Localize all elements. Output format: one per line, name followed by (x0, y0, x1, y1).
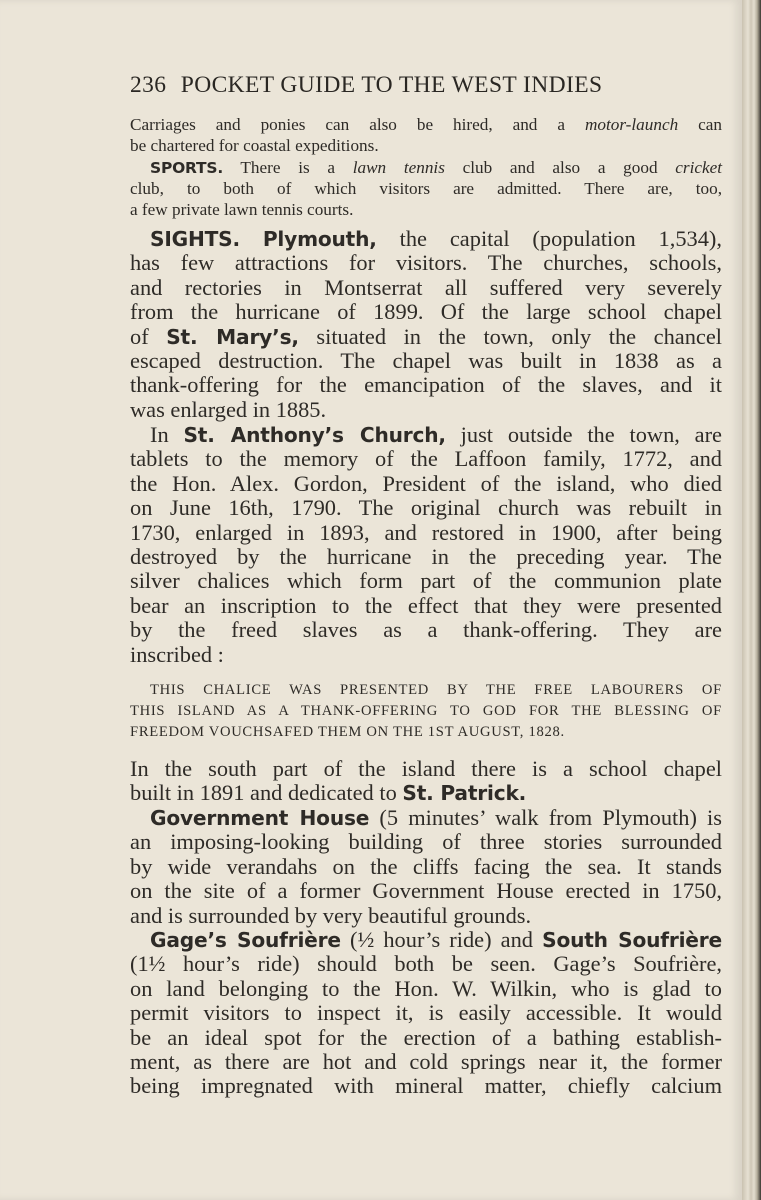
text-line: THIS CHALICE WAS PRESENTED BY THE FREE LABOURERS OF (150, 682, 722, 698)
south-paragraph (130, 757, 722, 806)
section-heading-sights: SIGHTS. (150, 227, 240, 251)
text-line: silver chalices which form part of the communion plate (130, 568, 722, 594)
text-line: escaped destruction. The chapel was built in 1838 as a (130, 347, 722, 373)
text-line: thank-offering for the emancipation of the slaves, and it (130, 372, 722, 398)
chalice-inscription (130, 680, 722, 743)
text-line: from the hurricane of 1899. Of the large school chapel (130, 299, 722, 325)
text-line: by the freed slaves as a thank-offering. They are (130, 617, 722, 643)
text-line: was enlarged in 1885. (130, 396, 327, 422)
text-line: on June 16th, 1790. The original church was rebuilt in (130, 495, 722, 521)
text-line: SPORTS. There is a lawn tennis club and also a good cricket (150, 157, 723, 177)
text-line: bear an inscription to the effect that they were presented (130, 592, 722, 618)
text-line: In the south part of the island there is a school chapel (130, 756, 722, 781)
text-line: a few private lawn tennis courts. (130, 200, 354, 220)
text-line: Government House (5 minutes’ walk from Plymouth) is (150, 805, 722, 830)
text-line: destroyed by the hurricane in the preceding year. The (130, 543, 722, 569)
text-line: by wide verandahs on the cliffs facing the sea. It stands (130, 853, 722, 879)
text-line: built in 1891 and dedicated to St. Patrick. (130, 780, 527, 806)
text-line: ment, as there are hot and cold springs near it, the former (130, 1048, 722, 1074)
text-line: club, to both of which visitors are admitted. There are, too, (130, 178, 722, 198)
text-line: be an ideal spot for the erection of a bathing establish- (130, 1024, 722, 1050)
section-heading-sports: SPORTS. (150, 158, 224, 177)
government-house-paragraph (130, 806, 722, 928)
anthony-paragraph (130, 423, 722, 667)
text-line: of St. Mary’s, situated in the town, only the chancel (130, 323, 722, 349)
text-line: an imposing-looking building of three stories surrounded (130, 829, 722, 855)
text-line: In St. Anthony’s Church, just outside the town, are (150, 422, 722, 447)
text-line: on land belonging to the Hon. W. Wilkin, who is glad to (130, 975, 722, 1001)
text-line: and is surrounded by very beautiful grounds. (130, 902, 532, 928)
text-line: be chartered for coastal expeditions. (130, 136, 379, 156)
text-line: THIS ISLAND AS A THANK-OFFERING TO GOD FOR THE BLESSING OF (130, 703, 722, 719)
page-edge (742, 0, 761, 1200)
text-line: and rectories in Montserrat all suffered very severely (130, 274, 722, 300)
text-line: FREEDOM VOUCHSAFED THEM ON THE 1ST AUGUST, 1828. (130, 724, 565, 740)
text-line: (1½ hour’s ride) should both be seen. Gage’s Soufrière, (130, 951, 722, 977)
soufriere-paragraph (130, 928, 722, 1099)
text-line: being impregnated with mineral matter, chiefly calcium (130, 1073, 722, 1099)
text-line: SIGHTS. Plymouth, the capital (population 1,534), (150, 226, 722, 251)
intro-block (130, 114, 722, 220)
text-line: Gage’s Soufrière (½ hour’s ride) and South Soufrière (150, 927, 722, 952)
text-line: has few attractions for visitors. The churches, schools, (130, 250, 722, 276)
text-line: on the site of a former Government House erected in 1750, (130, 878, 722, 904)
text-line: 1730, enlarged in 1893, and restored in 1900, after being (130, 519, 722, 545)
running-header (130, 72, 720, 104)
text-line: the Hon. Alex. Gordon, President of the island, who died (130, 470, 722, 496)
text-line: tablets to the memory of the Laffoon family, 1772, and (130, 446, 722, 472)
text-line: permit visitors to inspect it, is easily accessible. It would (130, 1000, 722, 1026)
page-title: POCKET GUIDE TO THE WEST INDIES (180, 72, 603, 98)
text-line: Carriages and ponies can also be hired, and a motor-launch can (130, 115, 722, 134)
text-line: inscribed : (130, 641, 224, 667)
sights-paragraph (130, 227, 722, 422)
page-number: 236 (130, 72, 167, 98)
